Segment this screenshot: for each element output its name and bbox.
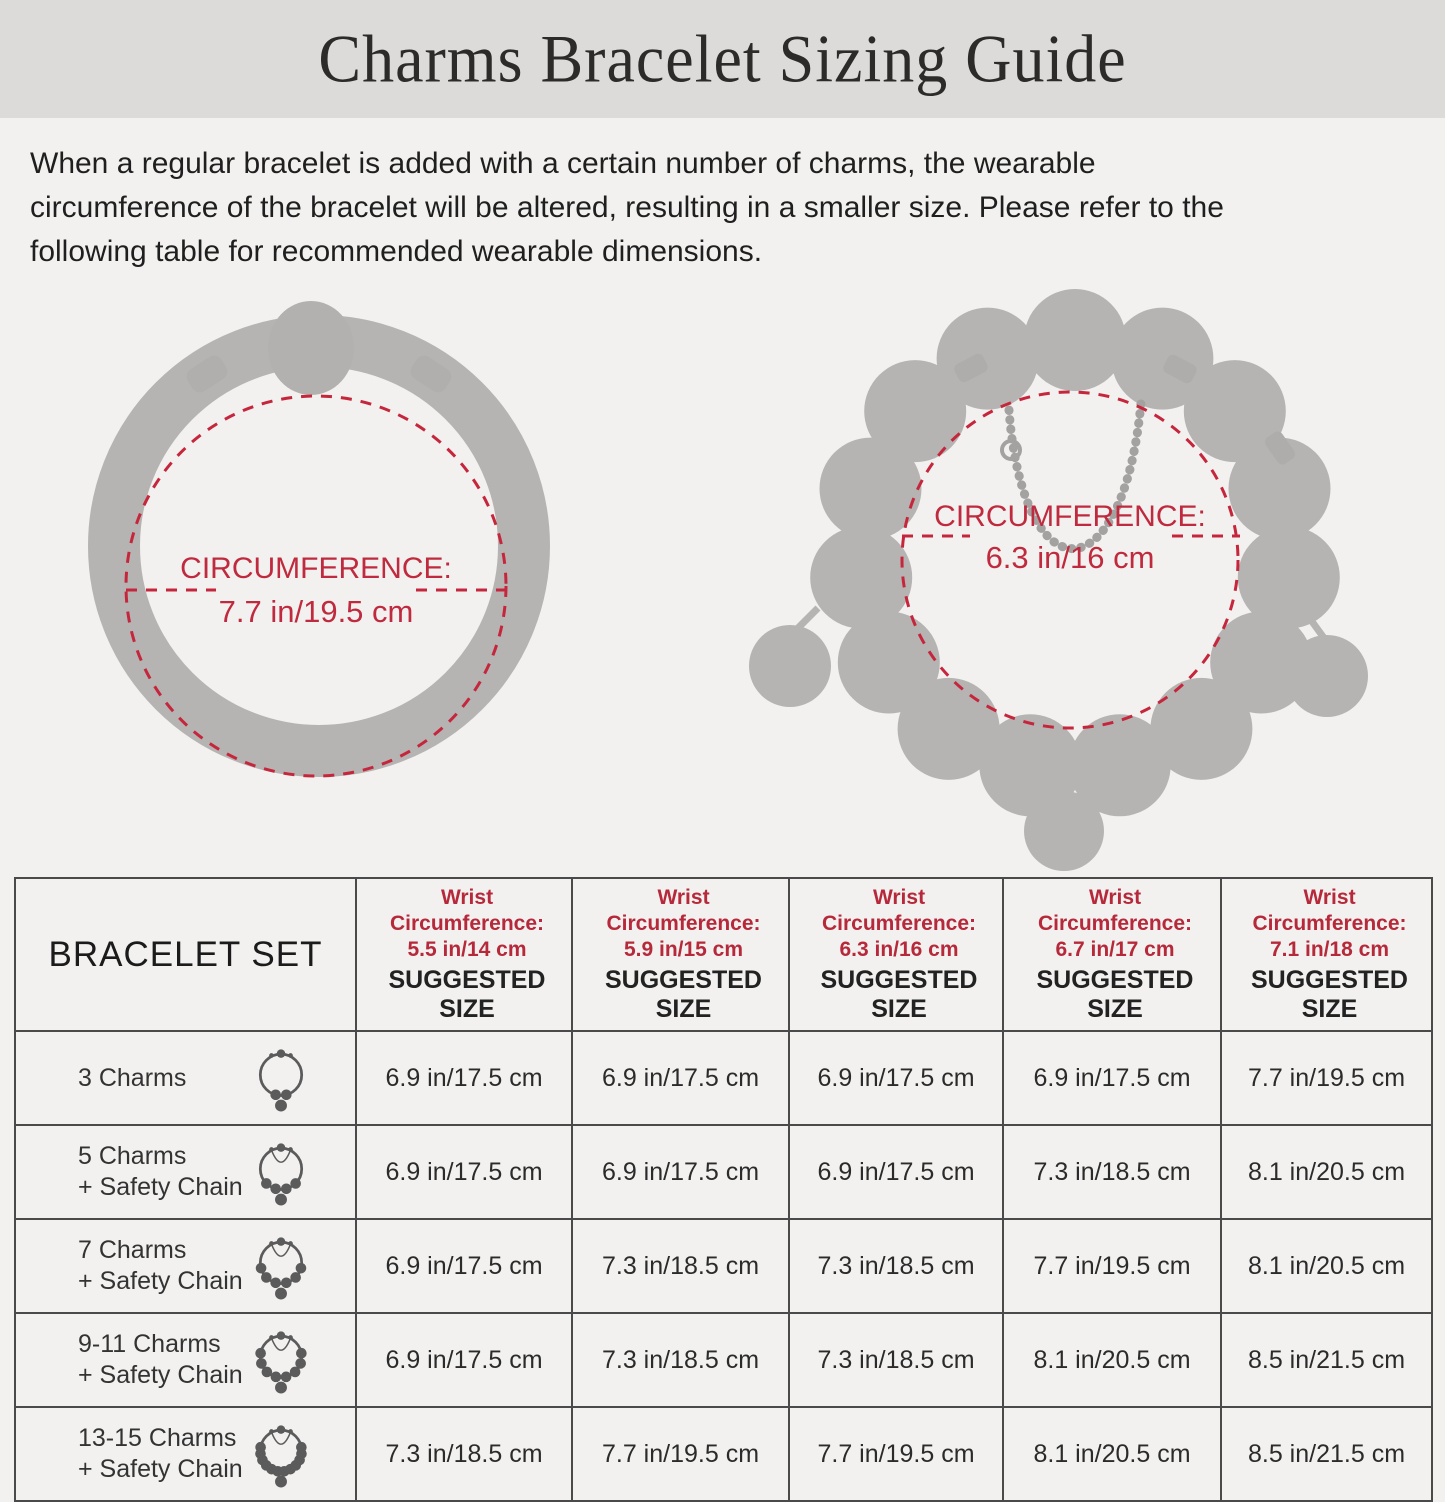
title-banner bbox=[0, 0, 1445, 118]
size-value: 6.9 in/17.5 cm bbox=[356, 1125, 572, 1219]
wrist-circumference-label: Wrist Circumference: bbox=[1037, 886, 1193, 935]
intro-line-3: following table for recommended wearable dimensions. bbox=[30, 235, 763, 268]
clasp-icon bbox=[268, 301, 354, 395]
table-row bbox=[15, 1031, 1432, 1125]
size-value: 7.7 in/19.5 cm bbox=[1221, 1031, 1432, 1125]
suggested-size-label: SUGGESTED SIZE bbox=[820, 966, 978, 1023]
size-value: 6.9 in/17.5 cm bbox=[356, 1313, 572, 1407]
size-value: 8.5 in/21.5 cm bbox=[1221, 1313, 1432, 1407]
plain-bracelet-diagram bbox=[64, 296, 564, 856]
set-label-line1: 5 Charms bbox=[78, 1142, 187, 1170]
wrist-circumference-label: Wrist Circumference: bbox=[606, 886, 761, 935]
plain-circumference-label: CIRCUMFERENCE: bbox=[180, 552, 452, 585]
wrist-circumference-value: 7.1 in/18 cm bbox=[1269, 938, 1390, 961]
wrist-column-header-5 bbox=[1221, 878, 1432, 1031]
charm-bracelet-diagram bbox=[740, 278, 1400, 878]
plain-circumference-value: 7.7 in/19.5 cm bbox=[218, 594, 414, 629]
size-value: 7.3 in/18.5 cm bbox=[356, 1407, 572, 1501]
size-value: 7.7 in/19.5 cm bbox=[1003, 1219, 1221, 1313]
set-label-line2: + Safety Chain bbox=[78, 1267, 243, 1295]
page-title: Charms Bracelet Sizing Guide bbox=[318, 20, 1127, 97]
table-header-row bbox=[15, 878, 1432, 1031]
wrist-column-header-1 bbox=[356, 878, 572, 1031]
wrist-circumference-value: 6.3 in/16 cm bbox=[839, 938, 959, 961]
table-row bbox=[15, 1313, 1432, 1407]
size-value: 6.9 in/17.5 cm bbox=[572, 1031, 789, 1125]
size-value: 8.5 in/21.5 cm bbox=[1221, 1407, 1432, 1501]
size-value: 8.1 in/20.5 cm bbox=[1221, 1125, 1432, 1219]
size-value: 7.3 in/18.5 cm bbox=[1003, 1125, 1221, 1219]
set-label-line2: + Safety Chain bbox=[78, 1455, 243, 1483]
table-row bbox=[15, 1407, 1432, 1501]
bracelet-13-15-charms-safety-chain-icon bbox=[249, 1419, 313, 1489]
table-row bbox=[15, 1219, 1432, 1313]
bracelet-9-11-charms-safety-chain-icon bbox=[249, 1325, 313, 1395]
wrist-circumference-value: 6.7 in/17 cm bbox=[1055, 938, 1175, 961]
wrist-circumference-value: 5.9 in/15 cm bbox=[623, 938, 744, 961]
size-value: 8.1 in/20.5 cm bbox=[1003, 1313, 1221, 1407]
wrist-column-header-4 bbox=[1003, 878, 1221, 1031]
table-row bbox=[15, 1125, 1432, 1219]
set-label-line2: + Safety Chain bbox=[78, 1173, 243, 1201]
suggested-size-label: SUGGESTED SIZE bbox=[605, 966, 762, 1023]
charm-circumference-value: 6.3 in/16 cm bbox=[985, 540, 1155, 575]
suggested-size-label: SUGGESTED SIZE bbox=[1251, 966, 1408, 1023]
size-value: 6.9 in/17.5 cm bbox=[572, 1125, 789, 1219]
size-value: 6.9 in/17.5 cm bbox=[356, 1031, 572, 1125]
plain-bracelet-illustration bbox=[114, 301, 524, 751]
intro-line-1: When a regular bracelet is added with a certain number of charms, the wearable bbox=[30, 147, 1096, 180]
size-value: 7.3 in/18.5 cm bbox=[789, 1313, 1003, 1407]
charm-circumference-label: CIRCUMFERENCE: bbox=[934, 500, 1206, 533]
bracelet-3-charms-icon bbox=[249, 1043, 313, 1113]
size-value: 7.3 in/18.5 cm bbox=[789, 1219, 1003, 1313]
size-value: 7.3 in/18.5 cm bbox=[572, 1219, 789, 1313]
size-value: 8.1 in/20.5 cm bbox=[1003, 1407, 1221, 1501]
set-label-line1: 7 Charms bbox=[78, 1236, 187, 1264]
intro-line-2: circumference of the bracelet will be altered, resulting in a smaller size. Please refer to the bbox=[30, 191, 1224, 224]
size-value: 6.9 in/17.5 cm bbox=[1003, 1031, 1221, 1125]
intro-paragraph bbox=[0, 118, 1445, 274]
set-label-line2: + Safety Chain bbox=[78, 1361, 243, 1389]
bracelet-7-charms-safety-chain-icon bbox=[249, 1231, 313, 1301]
size-value: 7.7 in/19.5 cm bbox=[789, 1407, 1003, 1501]
set-label-line1: 3 Charms bbox=[78, 1063, 187, 1092]
set-label-line1: 13-15 Charms bbox=[78, 1424, 237, 1452]
suggested-size-label: SUGGESTED SIZE bbox=[388, 966, 546, 1023]
size-value: 6.9 in/17.5 cm bbox=[789, 1125, 1003, 1219]
wrist-circumference-label: Wrist Circumference: bbox=[1252, 886, 1407, 935]
set-label-line1: 9-11 Charms bbox=[78, 1330, 221, 1358]
size-value: 7.3 in/18.5 cm bbox=[572, 1313, 789, 1407]
size-value: 7.7 in/19.5 cm bbox=[572, 1407, 789, 1501]
suggested-size-label: SUGGESTED SIZE bbox=[1036, 966, 1194, 1023]
wrist-column-header-3 bbox=[789, 878, 1003, 1031]
wrist-circumference-value: 5.5 in/14 cm bbox=[407, 938, 527, 961]
size-value: 6.9 in/17.5 cm bbox=[789, 1031, 1003, 1125]
wrist-column-header-2 bbox=[572, 878, 789, 1031]
wrist-circumference-label: Wrist Circumference: bbox=[821, 886, 977, 935]
bracelet-5-charms-safety-chain-icon bbox=[249, 1137, 313, 1207]
size-value: 6.9 in/17.5 cm bbox=[356, 1219, 572, 1313]
sizing-table bbox=[14, 877, 1433, 1502]
wrist-circumference-label: Wrist Circumference: bbox=[389, 886, 545, 935]
size-value: 8.1 in/20.5 cm bbox=[1221, 1219, 1432, 1313]
bracelet-set-header: BRACELET SET bbox=[15, 878, 356, 1031]
